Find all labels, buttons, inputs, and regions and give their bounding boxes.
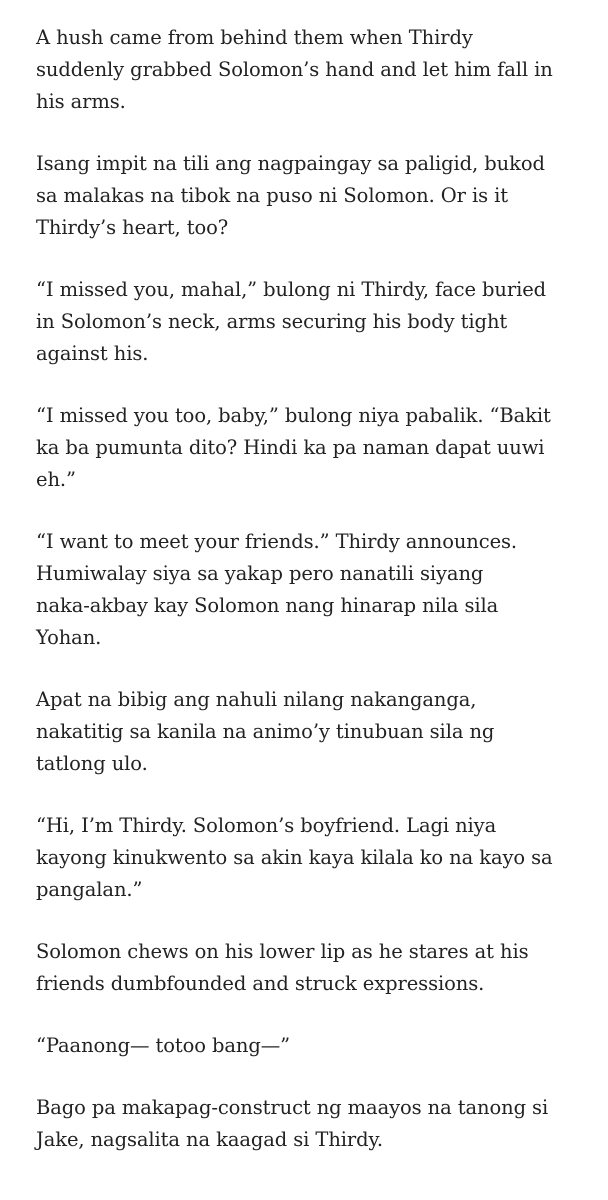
paragraph-8: Solomon chews on his lower lip as he stares at his friends dumbfounded and struck expressions. bbox=[36, 940, 529, 995]
story-text bbox=[36, 22, 596, 1186]
paragraph-3: “I missed you, mahal,” bulong ni Thirdy, face buried in Solomon’s neck, arms securing his body tight against his. bbox=[36, 278, 547, 365]
paragraph-6: Apat na bibig ang nahuli nilang nakanganga, nakatitig sa kanila na animo’y tinubuan sila ng tatlong ulo. bbox=[36, 688, 495, 775]
paragraph-2: Isang impit na tili ang nagpaingay sa paligid, bukod sa malakas na tibok na puso ni Solomon. Or is it Thirdy’s heart, too? bbox=[36, 152, 545, 239]
paragraph-1: A hush came from behind them when Thirdy suddenly grabbed Solomon’s hand and let him fall in his arms. bbox=[36, 26, 553, 113]
paragraph-10: Bago pa makapag-construct ng maayos na tanong si Jake, nagsalita na kaagad si Thirdy. bbox=[36, 1096, 549, 1151]
paragraph-7: “Hi, I’m Thirdy. Solomon’s boyfriend. Lagi niya kayong kinukwento sa akin kaya kilala ko na kayo sa pangalan.” bbox=[36, 814, 553, 901]
paragraph-4: “I missed you too, baby,” bulong niya pabalik. “Bakit ka ba pumunta dito? Hindi ka pa naman dapat uuwi eh.” bbox=[36, 404, 551, 491]
paragraph-5: “I want to meet your friends.” Thirdy announces. Humiwalay siya sa yakap pero nanatili siyang naka-akbay kay Solomon nang hinarap nila sila Yohan. bbox=[36, 530, 518, 649]
paragraph-9: “Paanong— totoo bang—” bbox=[36, 1034, 291, 1057]
